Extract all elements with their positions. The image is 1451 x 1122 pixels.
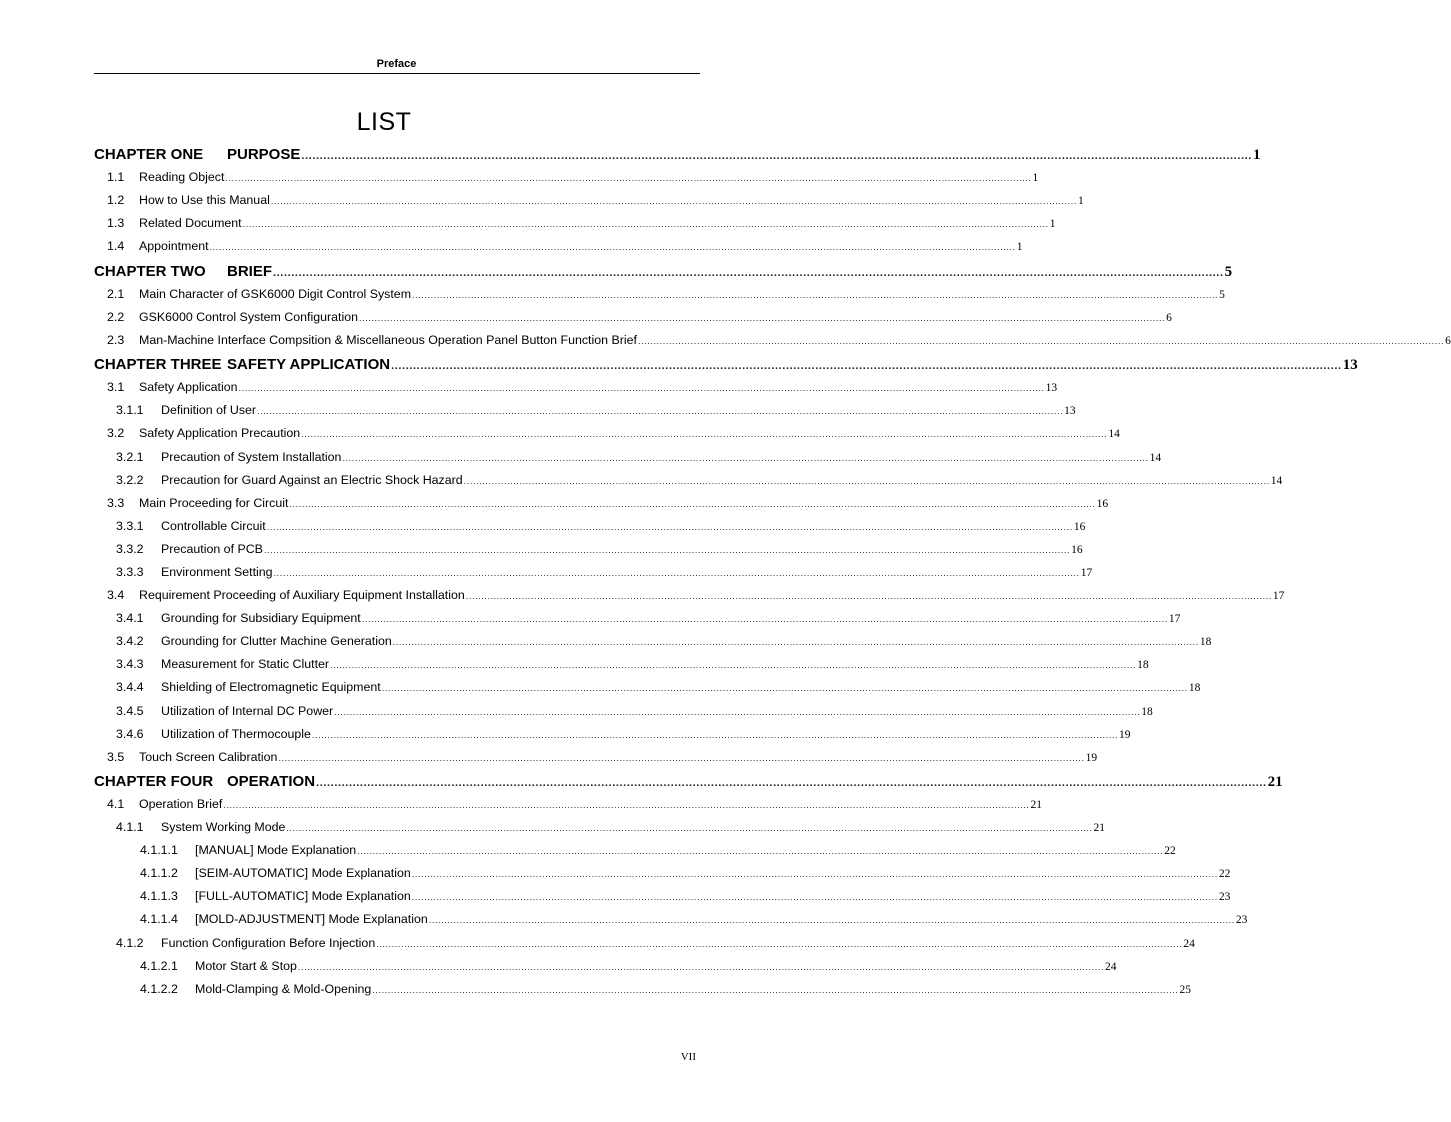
- toc-entry-number: 2.3: [107, 332, 125, 347]
- toc-entry-page: 23: [1235, 914, 1248, 927]
- toc-entry-title: Precaution for Guard Against an Electric Shock Hazard: [161, 472, 463, 487]
- toc-entry-page: 1: [1016, 241, 1023, 254]
- toc-entry-number: 1.1: [107, 170, 125, 185]
- toc-entry-title: Precaution of System Installation: [161, 449, 342, 464]
- toc-entry-title: OPERATION: [227, 772, 316, 790]
- toc-entry-page: 6: [1445, 334, 1451, 347]
- toc-leader-dots: ....................................................................................................................................................................................................................................................................: [286, 823, 1093, 834]
- table-of-contents: [94, 146, 1451, 1005]
- toc-entry-page: 17: [1168, 613, 1181, 626]
- toc-entry-number: CHAPTER ONE: [94, 146, 204, 163]
- toc-entry-number: 1.3: [107, 216, 125, 231]
- toc-entry-title: How to Use this Manual: [139, 193, 270, 208]
- toc-chapter-entry[interactable]: [94, 772, 1283, 797]
- toc-leader-dots: ....................................................................................................................................................................................................................................................................: [266, 521, 1073, 532]
- toc-leader-dots: ....................................................................................................................................................................................................................................................................: [301, 150, 1252, 162]
- toc-entry[interactable]: [94, 749, 1098, 773]
- toc-leader-dots: ....................................................................................................................................................................................................................................................................: [242, 219, 1049, 230]
- toc-entry[interactable]: [94, 843, 1176, 866]
- toc-leader-dots: ....................................................................................................................................................................................................................................................................: [225, 173, 1032, 184]
- toc-chapter-entry[interactable]: [94, 262, 1233, 287]
- toc-entry-title: [SEIM-AUTOMATIC] Mode Explanation: [195, 866, 411, 881]
- page-number: VII: [680, 1051, 696, 1063]
- toc-entry[interactable]: [94, 726, 1131, 750]
- toc-entry-page: 13: [1045, 382, 1058, 395]
- toc-leader-dots: ....................................................................................................................................................................................................................................................................: [392, 637, 1199, 648]
- toc-entry[interactable]: [94, 239, 1023, 262]
- toc-entry-page: 13: [1064, 405, 1076, 418]
- toc-entry-title: Safety Application Precaution: [139, 426, 301, 441]
- toc-entry-page: 22: [1218, 868, 1231, 881]
- toc-entry-title: PURPOSE: [227, 146, 301, 163]
- toc-entry-number: 3.4.4: [116, 680, 144, 695]
- toc-entry-page: 14: [1149, 451, 1162, 464]
- toc-leader-dots: ....................................................................................................................................................................................................................................................................: [381, 683, 1188, 694]
- toc-leader-dots: ....................................................................................................................................................................................................................................................................: [465, 591, 1272, 602]
- toc-entry[interactable]: [94, 866, 1231, 889]
- toc-leader-dots: ....................................................................................................................................................................................................................................................................: [263, 544, 1071, 555]
- toc-entry[interactable]: [94, 426, 1120, 449]
- toc-entry-number: 4.1.1: [116, 820, 144, 835]
- toc-leader-dots: ....................................................................................................................................................................................................................................................................: [361, 614, 1168, 625]
- toc-entry-page: 13: [1342, 357, 1358, 374]
- toc-entry-number: 3.3.3: [116, 564, 144, 579]
- toc-leader-dots: ....................................................................................................................................................................................................................................................................: [270, 196, 1077, 207]
- toc-leader-dots: ....................................................................................................................................................................................................................................................................: [311, 729, 1119, 740]
- toc-entry-number: 4.1.1.4: [140, 912, 178, 927]
- toc-entry[interactable]: [94, 518, 1086, 542]
- toc-entry-page: 1: [1077, 195, 1084, 208]
- toc-entry-page: 18: [1188, 682, 1201, 695]
- toc-entry-page: 6: [1166, 311, 1172, 324]
- toc-entry-number: 3.4: [107, 588, 125, 603]
- toc-entry-page: 1: [1252, 147, 1261, 163]
- toc-leader-dots: ....................................................................................................................................................................................................................................................................: [411, 892, 1218, 903]
- toc-entry-title: Utilization of Internal DC Power: [161, 703, 334, 718]
- toc-entry-title: Man-Machine Interface Compsition & Miscellaneous Operation Panel Button Function Brief: [139, 332, 637, 347]
- toc-entry-number: 3.4.1: [116, 611, 144, 626]
- page-title: LIST: [356, 108, 412, 136]
- toc-entry-title: Reading Object: [139, 170, 225, 185]
- toc-entry[interactable]: [94, 449, 1162, 473]
- toc-leader-dots: ....................................................................................................................................................................................................................................................................: [372, 984, 1179, 995]
- toc-entry-page: 18: [1199, 636, 1212, 649]
- toc-entry-number: 1.4: [107, 239, 125, 254]
- toc-entry-page: 16: [1096, 497, 1109, 510]
- toc-entry-page: 19: [1119, 728, 1131, 741]
- toc-entry-number: 3.2: [107, 426, 125, 441]
- toc-entry-number: 3.2.2: [116, 472, 144, 487]
- toc-entry-title: Measurement for Static Clutter: [161, 657, 330, 672]
- toc-entry-number: 1.2: [107, 193, 125, 208]
- toc-entry-number: 4.1.2.2: [140, 981, 178, 996]
- toc-entry-number: 3.4.6: [116, 726, 144, 741]
- toc-entry-title: System Working Mode: [161, 820, 286, 835]
- toc-entry-title: [FULL-AUTOMATIC] Mode Explanation: [195, 889, 411, 904]
- toc-entry-title: Operation Brief: [139, 797, 223, 811]
- toc-leader-dots: ....................................................................................................................................................................................................................................................................: [289, 498, 1096, 509]
- toc-entry-title: Mold-Clamping & Mold-Opening: [195, 981, 372, 996]
- toc-entry[interactable]: [94, 912, 1248, 935]
- toc-leader-dots: ....................................................................................................................................................................................................................................................................: [412, 289, 1219, 300]
- toc-entry-page: 1: [1049, 218, 1056, 231]
- toc-leader-dots: ....................................................................................................................................................................................................................................................................: [334, 706, 1141, 717]
- toc-entry-number: 3.3.2: [116, 541, 144, 556]
- toc-entry-number: 3.1.1: [116, 403, 144, 418]
- toc-entry-title: Requirement Proceeding of Auxiliary Equipment Installation: [139, 588, 465, 603]
- toc-entry-number: 3.1: [107, 380, 125, 395]
- toc-entry[interactable]: [94, 703, 1153, 727]
- toc-entry-title: [MANUAL] Mode Explanation: [195, 843, 357, 858]
- toc-entry[interactable]: [94, 657, 1149, 680]
- toc-leader-dots: ....................................................................................................................................................................................................................................................................: [257, 406, 1064, 417]
- toc-entry[interactable]: [94, 403, 1076, 426]
- toc-leader-dots: ....................................................................................................................................................................................................................................................................: [301, 429, 1108, 440]
- toc-entry-number: CHAPTER THREE: [94, 356, 222, 374]
- toc-entry-page: 18: [1137, 659, 1149, 672]
- toc-entry-number: 4.1.1.1: [140, 843, 178, 858]
- toc-entry-number: 4.1.2: [116, 935, 144, 950]
- toc-leader-dots: ....................................................................................................................................................................................................................................................................: [637, 335, 1445, 346]
- toc-entry[interactable]: [94, 216, 1056, 239]
- toc-leader-dots: ....................................................................................................................................................................................................................................................................: [357, 846, 1164, 857]
- toc-entry-title: Main Proceeding for Circuit: [139, 495, 289, 510]
- toc-entry-title: Appointment: [139, 239, 209, 254]
- toc-entry[interactable]: [94, 472, 1283, 496]
- toc-leader-dots: ....................................................................................................................................................................................................................................................................: [342, 452, 1149, 463]
- toc-entry-page: 17: [1080, 566, 1093, 579]
- toc-entry-page: 1: [1032, 172, 1039, 185]
- toc-entry-page: 25: [1179, 983, 1191, 996]
- running-header: Preface: [376, 58, 417, 70]
- toc-leader-dots: ....................................................................................................................................................................................................................................................................: [463, 475, 1270, 486]
- toc-entry-title: Related Document: [139, 216, 242, 231]
- toc-entry-title: Safety Application: [139, 380, 238, 395]
- toc-entry-page: 16: [1073, 520, 1086, 533]
- toc-entry-number: 3.3: [107, 495, 125, 510]
- toc-entry-number: 2.1: [107, 286, 125, 301]
- toc-entry[interactable]: [94, 332, 1451, 356]
- toc-entry-number: 3.4.5: [116, 703, 144, 718]
- toc-entry[interactable]: [94, 889, 1231, 912]
- toc-entry-number: 3.4.2: [116, 634, 144, 649]
- toc-entry-page: 21: [1267, 773, 1283, 790]
- toc-leader-dots: ....................................................................................................................................................................................................................................................................: [428, 915, 1235, 926]
- toc-entry-title: Function Configuration Before Injection: [161, 935, 376, 950]
- toc-entry[interactable]: [94, 680, 1201, 703]
- toc-leader-dots: ....................................................................................................................................................................................................................................................................: [278, 752, 1085, 763]
- toc-entry-page: 22: [1164, 845, 1176, 858]
- toc-entry-number: 4.1.1.2: [140, 866, 178, 881]
- toc-entry-number: CHAPTER FOUR: [94, 772, 214, 790]
- toc-entry-title: GSK6000 Control System Configuration: [139, 309, 359, 324]
- toc-entry[interactable]: [94, 286, 1225, 310]
- toc-entry-page: 24: [1183, 937, 1195, 950]
- toc-entry-number: CHAPTER TWO: [94, 262, 206, 280]
- toc-leader-dots: ....................................................................................................................................................................................................................................................................: [273, 266, 1224, 279]
- toc-entry-page: 5: [1224, 263, 1233, 280]
- toc-entry-title: Controllable Circuit: [161, 518, 266, 533]
- toc-entry-page: 23: [1218, 891, 1231, 904]
- toc-entry-page: 5: [1219, 288, 1225, 301]
- toc-entry-title: Environment Setting: [161, 564, 273, 579]
- toc-leader-dots: ....................................................................................................................................................................................................................................................................: [316, 776, 1267, 789]
- toc-entry-number: 3.5: [107, 749, 125, 764]
- toc-entry-number: 4.1.2.1: [140, 958, 178, 973]
- toc-entry-page: 19: [1085, 751, 1098, 764]
- toc-entry[interactable]: [94, 193, 1084, 216]
- toc-entry-number: 3.3.1: [116, 518, 144, 533]
- toc-entry[interactable]: [94, 958, 1117, 982]
- toc-entry-page: 21: [1030, 799, 1042, 811]
- toc-entry[interactable]: [94, 541, 1083, 565]
- toc-entry[interactable]: [94, 820, 1106, 843]
- toc-entry-title: SAFETY APPLICATION: [227, 356, 391, 374]
- toc-leader-dots: ....................................................................................................................................................................................................................................................................: [297, 961, 1105, 972]
- toc-leader-dots: ....................................................................................................................................................................................................................................................................: [376, 938, 1183, 949]
- toc-entry-page: 14: [1108, 428, 1120, 441]
- toc-entry-title: Precaution of PCB: [161, 541, 263, 556]
- toc-entry-title: Motor Start & Stop: [195, 958, 297, 973]
- toc-entry-title: Main Character of GSK6000 Digit Control System: [139, 286, 412, 301]
- toc-entry-title: Grounding for Subsidiary Equipment: [161, 611, 361, 626]
- toc-entry-page: 24: [1105, 960, 1117, 973]
- toc-entry[interactable]: [94, 170, 1039, 193]
- toc-entry-page: 17: [1272, 590, 1285, 603]
- toc-entry[interactable]: [94, 634, 1212, 657]
- toc-entry-number: 4.1.1.3: [140, 889, 178, 904]
- toc-entry-number: 3.4.3: [116, 657, 144, 672]
- toc-leader-dots: ....................................................................................................................................................................................................................................................................: [273, 567, 1080, 578]
- toc-entry-title: Definition of User: [161, 403, 257, 418]
- toc-entry[interactable]: [94, 981, 1191, 1005]
- toc-entry[interactable]: [94, 495, 1109, 519]
- toc-leader-dots: ....................................................................................................................................................................................................................................................................: [330, 660, 1137, 671]
- toc-entry[interactable]: [94, 564, 1093, 588]
- toc-leader-dots: ....................................................................................................................................................................................................................................................................: [411, 869, 1218, 880]
- toc-entry[interactable]: [94, 611, 1181, 634]
- toc-leader-dots: ....................................................................................................................................................................................................................................................................: [359, 312, 1166, 323]
- toc-entry-title: BRIEF: [227, 262, 272, 280]
- toc-entry-number: 2.2: [107, 309, 125, 324]
- toc-entry[interactable]: [94, 588, 1285, 611]
- toc-leader-dots: ....................................................................................................................................................................................................................................................................: [223, 800, 1030, 810]
- toc-leader-dots: ....................................................................................................................................................................................................................................................................: [238, 383, 1045, 394]
- toc-entry-page: 18: [1141, 705, 1153, 718]
- toc-entry-title: Utilization of Thermocouple: [161, 726, 311, 741]
- toc-entry[interactable]: [94, 380, 1058, 403]
- toc-entry-page: 14: [1270, 474, 1283, 487]
- toc-entry-page: 21: [1093, 822, 1106, 835]
- toc-entry-number: 3.2.1: [116, 449, 144, 464]
- toc-chapter-entry[interactable]: [94, 146, 1261, 170]
- toc-chapter-entry[interactable]: [94, 356, 1358, 380]
- toc-leader-dots: ....................................................................................................................................................................................................................................................................: [391, 360, 1342, 373]
- toc-entry-page: 16: [1071, 543, 1083, 556]
- toc-entry[interactable]: [94, 797, 1042, 820]
- header-rule: [94, 73, 700, 74]
- toc-entry-title: Grounding for Clutter Machine Generation: [161, 634, 392, 649]
- toc-entry-title: Shielding of Electromagnetic Equipment: [161, 680, 381, 695]
- toc-entry-title: Touch Screen Calibration: [139, 749, 278, 764]
- toc-entry-number: 4.1: [107, 797, 125, 811]
- toc-entry-title: [MOLD-ADJUSTMENT] Mode Explanation: [195, 912, 428, 927]
- toc-leader-dots: ....................................................................................................................................................................................................................................................................: [209, 242, 1016, 253]
- toc-entry[interactable]: [94, 935, 1195, 959]
- toc-entry[interactable]: [94, 309, 1172, 333]
